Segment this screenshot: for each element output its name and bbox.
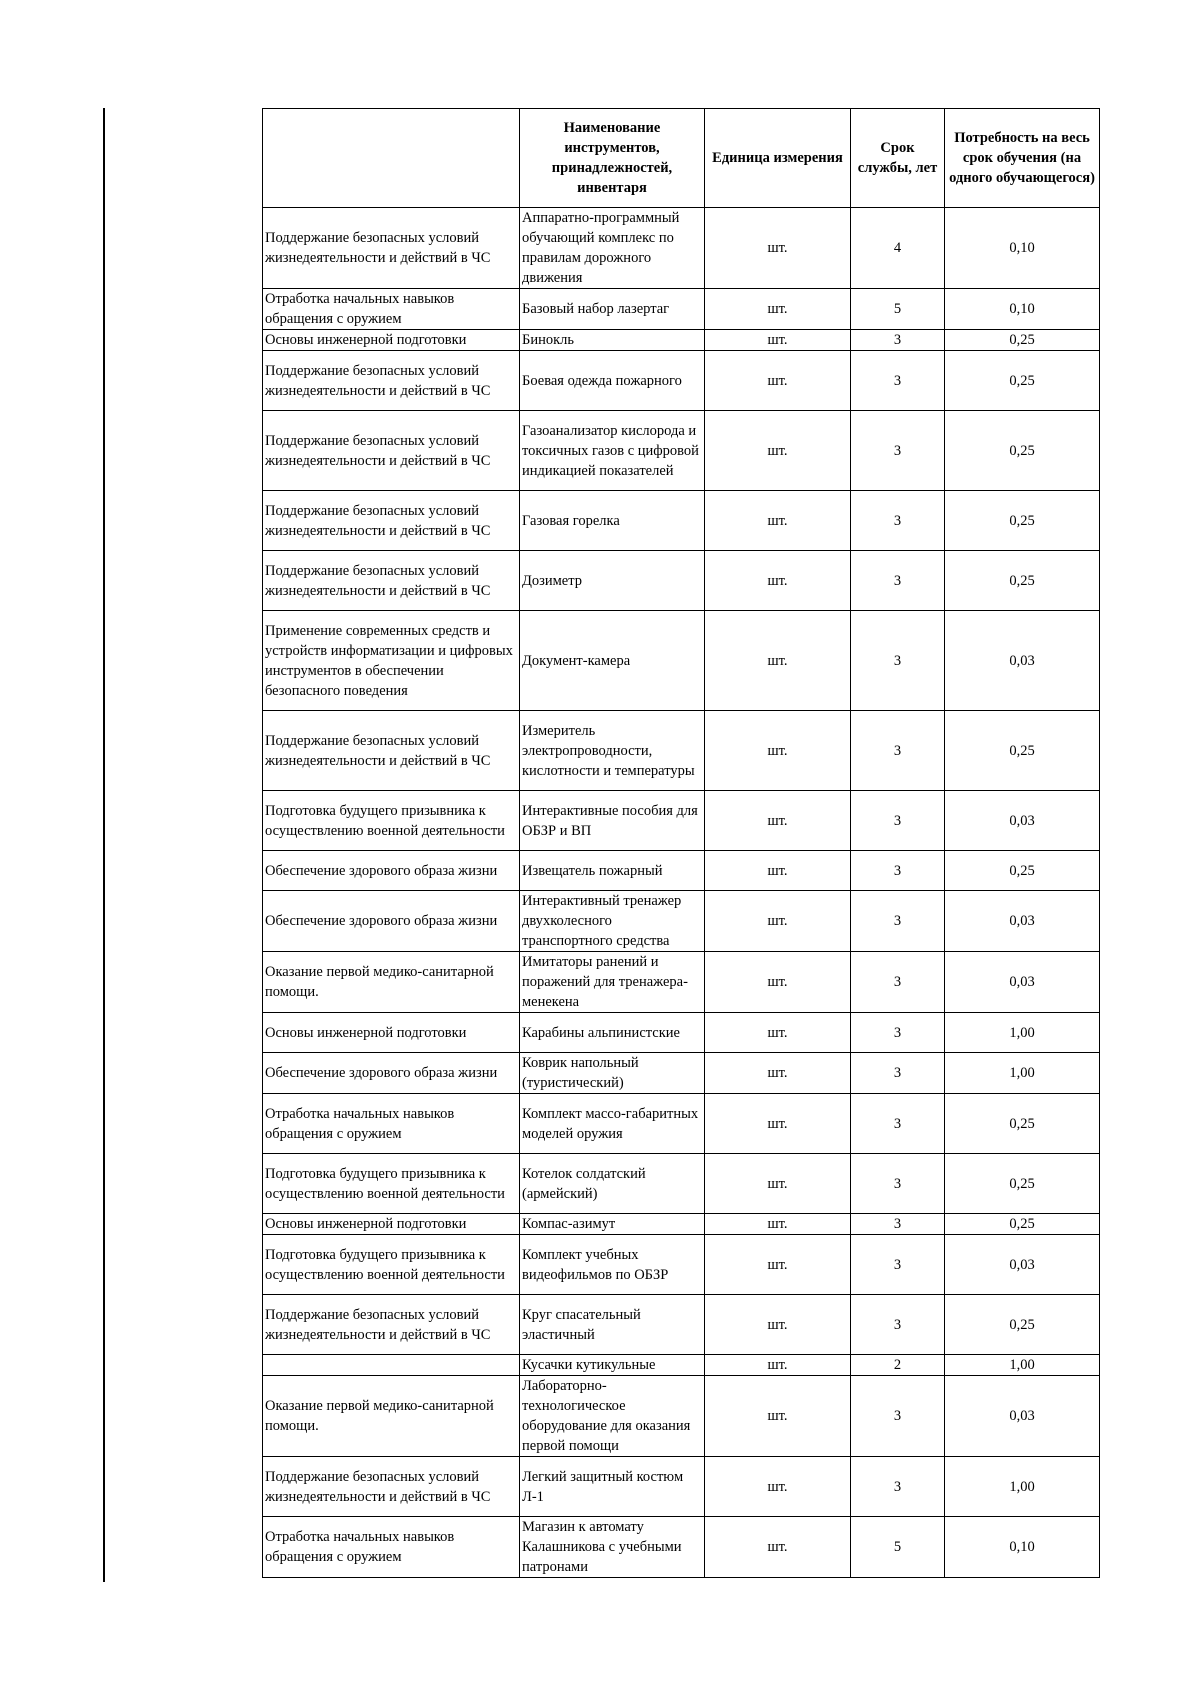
need-cell: 0,25: [945, 711, 1100, 791]
need-cell: 1,00: [945, 1355, 1100, 1376]
need-cell: 0,03: [945, 1235, 1100, 1295]
header-section: [263, 109, 520, 208]
unit-cell: шт.: [705, 330, 851, 351]
service-life-cell: 3: [851, 411, 945, 491]
service-life-cell: 3: [851, 851, 945, 891]
item-name-cell: Легкий защитный костюм Л-1: [520, 1457, 705, 1517]
table-row: [263, 1355, 1100, 1376]
section-cell: Обеспечение здорового образа жизни: [263, 1053, 520, 1094]
section-cell: Обеспечение здорового образа жизни: [263, 891, 520, 952]
item-name-cell: Извещатель пожарный: [520, 851, 705, 891]
service-life-cell: 3: [851, 891, 945, 952]
header-row: [263, 109, 1100, 208]
need-cell: 0,03: [945, 891, 1100, 952]
table-row: [263, 491, 1100, 551]
table-row: [263, 411, 1100, 491]
service-life-cell: 3: [851, 351, 945, 411]
table-row: [263, 351, 1100, 411]
section-cell: Применение современных средств и устройств информатизации и цифровых инструментов в обеспечении безопасного поведения: [263, 611, 520, 711]
unit-cell: шт.: [705, 711, 851, 791]
unit-cell: шт.: [705, 1235, 851, 1295]
service-life-cell: 3: [851, 952, 945, 1013]
item-name-cell: Боевая одежда пожарного: [520, 351, 705, 411]
section-cell: Поддержание безопасных условий жизнедеятельности и действий в ЧС: [263, 491, 520, 551]
unit-cell: шт.: [705, 289, 851, 330]
service-life-cell: 3: [851, 1053, 945, 1094]
unit-cell: шт.: [705, 1053, 851, 1094]
need-cell: 1,00: [945, 1013, 1100, 1053]
section-cell: Поддержание безопасных условий жизнедеятельности и действий в ЧС: [263, 711, 520, 791]
service-life-cell: 3: [851, 711, 945, 791]
unit-cell: шт.: [705, 952, 851, 1013]
item-name-cell: Имитаторы ранений и поражений для тренажера-менекена: [520, 952, 705, 1013]
unit-cell: шт.: [705, 1295, 851, 1355]
need-cell: 0,03: [945, 952, 1100, 1013]
section-cell: Отработка начальных навыков обращения с оружием: [263, 1517, 520, 1578]
need-cell: 0,03: [945, 1376, 1100, 1457]
unit-cell: шт.: [705, 208, 851, 289]
table-body: [263, 208, 1100, 1578]
unit-cell: шт.: [705, 351, 851, 411]
need-cell: 0,10: [945, 208, 1100, 289]
table-row: [263, 711, 1100, 791]
need-cell: 0,25: [945, 491, 1100, 551]
header-service-life: Срок службы, лет: [851, 109, 945, 208]
table-row: [263, 1235, 1100, 1295]
service-life-cell: 3: [851, 611, 945, 711]
item-name-cell: Газовая горелка: [520, 491, 705, 551]
item-name-cell: Коврик напольный (туристический): [520, 1053, 705, 1094]
unit-cell: шт.: [705, 1154, 851, 1214]
section-cell: Подготовка будущего призывника к осуществлению военной деятельности: [263, 1154, 520, 1214]
section-cell: Оказание первой медико-санитарной помощи.: [263, 952, 520, 1013]
unit-cell: шт.: [705, 851, 851, 891]
service-life-cell: 5: [851, 1517, 945, 1578]
section-cell: Поддержание безопасных условий жизнедеятельности и действий в ЧС: [263, 208, 520, 289]
header-need: Потребность на весь срок обучения (на одного обучающегося): [945, 109, 1100, 208]
table-row: [263, 208, 1100, 289]
item-name-cell: Интерактивные пособия для ОБЗР и ВП: [520, 791, 705, 851]
section-cell: Основы инженерной подготовки: [263, 1013, 520, 1053]
item-name-cell: Круг спасательный эластичный: [520, 1295, 705, 1355]
section-cell: Поддержание безопасных условий жизнедеятельности и действий в ЧС: [263, 1295, 520, 1355]
table-row: [263, 1154, 1100, 1214]
section-cell: Обеспечение здорового образа жизни: [263, 851, 520, 891]
need-cell: 0,25: [945, 351, 1100, 411]
item-name-cell: Бинокль: [520, 330, 705, 351]
section-cell: Поддержание безопасных условий жизнедеятельности и действий в ЧС: [263, 351, 520, 411]
item-name-cell: Магазин к автомату Калашникова с учебными патронами: [520, 1517, 705, 1578]
table-row: [263, 891, 1100, 952]
item-name-cell: Карабины альпинистские: [520, 1013, 705, 1053]
item-name-cell: Лабораторно-технологическое оборудование для оказания первой помощи: [520, 1376, 705, 1457]
item-name-cell: Компас-азимут: [520, 1214, 705, 1235]
item-name-cell: Комплект массо-габаритных моделей оружия: [520, 1094, 705, 1154]
item-name-cell: Кусачки кутикульные: [520, 1355, 705, 1376]
table-row: [263, 1295, 1100, 1355]
service-life-cell: 3: [851, 1094, 945, 1154]
table-row: [263, 1094, 1100, 1154]
service-life-cell: 3: [851, 491, 945, 551]
table-row: [263, 1517, 1100, 1578]
service-life-cell: 3: [851, 1235, 945, 1295]
service-life-cell: 3: [851, 330, 945, 351]
service-life-cell: 3: [851, 1457, 945, 1517]
table-row: [263, 330, 1100, 351]
unit-cell: шт.: [705, 1094, 851, 1154]
item-name-cell: Дозиметр: [520, 551, 705, 611]
service-life-cell: 3: [851, 791, 945, 851]
table-row: [263, 289, 1100, 330]
item-name-cell: Комплект учебных видеофильмов по ОБЗР: [520, 1235, 705, 1295]
table-row: [263, 1376, 1100, 1457]
item-name-cell: Аппаратно-программный обучающий комплекс по правилам дорожного движения: [520, 208, 705, 289]
unit-cell: шт.: [705, 491, 851, 551]
table-row: [263, 851, 1100, 891]
table-row: [263, 952, 1100, 1013]
need-cell: 0,25: [945, 851, 1100, 891]
service-life-cell: 2: [851, 1355, 945, 1376]
need-cell: 0,25: [945, 330, 1100, 351]
section-cell: [263, 1355, 520, 1376]
equipment-table: [262, 108, 1100, 1578]
service-life-cell: 3: [851, 1376, 945, 1457]
header-name: Наименование инструментов, принадлежностей, инвентаря: [520, 109, 705, 208]
item-name-cell: Базовый набор лазертаг: [520, 289, 705, 330]
need-cell: 0,25: [945, 1094, 1100, 1154]
section-cell: Поддержание безопасных условий жизнедеятельности и действий в ЧС: [263, 551, 520, 611]
table-row: [263, 1214, 1100, 1235]
service-life-cell: 3: [851, 551, 945, 611]
table-row: [263, 1053, 1100, 1094]
need-cell: 0,25: [945, 551, 1100, 611]
section-cell: Отработка начальных навыков обращения с оружием: [263, 1094, 520, 1154]
need-cell: 0,25: [945, 1295, 1100, 1355]
need-cell: 0,03: [945, 611, 1100, 711]
table-header: [263, 109, 1100, 208]
unit-cell: шт.: [705, 411, 851, 491]
item-name-cell: Измеритель электропроводности, кислотности и температуры: [520, 711, 705, 791]
header-unit: Единица измерения: [705, 109, 851, 208]
section-cell: Поддержание безопасных условий жизнедеятельности и действий в ЧС: [263, 1457, 520, 1517]
item-name-cell: Котелок солдатский (армейский): [520, 1154, 705, 1214]
unit-cell: шт.: [705, 611, 851, 711]
need-cell: 1,00: [945, 1053, 1100, 1094]
table-row: [263, 1457, 1100, 1517]
service-life-cell: 3: [851, 1154, 945, 1214]
service-life-cell: 3: [851, 1013, 945, 1053]
section-cell: Основы инженерной подготовки: [263, 330, 520, 351]
left-margin-line: [103, 108, 105, 1582]
need-cell: 0,25: [945, 1154, 1100, 1214]
service-life-cell: 3: [851, 1295, 945, 1355]
service-life-cell: 5: [851, 289, 945, 330]
table-row: [263, 551, 1100, 611]
unit-cell: шт.: [705, 1214, 851, 1235]
need-cell: 1,00: [945, 1457, 1100, 1517]
section-cell: Подготовка будущего призывника к осуществлению военной деятельности: [263, 1235, 520, 1295]
unit-cell: шт.: [705, 1457, 851, 1517]
section-cell: Основы инженерной подготовки: [263, 1214, 520, 1235]
table-row: [263, 611, 1100, 711]
item-name-cell: Интерактивный тренажер двухколесного транспортного средства: [520, 891, 705, 952]
table-row: [263, 1013, 1100, 1053]
need-cell: 0,25: [945, 411, 1100, 491]
unit-cell: шт.: [705, 1376, 851, 1457]
unit-cell: шт.: [705, 1355, 851, 1376]
unit-cell: шт.: [705, 1517, 851, 1578]
item-name-cell: Документ-камера: [520, 611, 705, 711]
need-cell: 0,10: [945, 1517, 1100, 1578]
unit-cell: шт.: [705, 551, 851, 611]
service-life-cell: 3: [851, 1214, 945, 1235]
service-life-cell: 4: [851, 208, 945, 289]
section-cell: Подготовка будущего призывника к осуществлению военной деятельности: [263, 791, 520, 851]
section-cell: Поддержание безопасных условий жизнедеятельности и действий в ЧС: [263, 411, 520, 491]
need-cell: 0,10: [945, 289, 1100, 330]
unit-cell: шт.: [705, 1013, 851, 1053]
unit-cell: шт.: [705, 891, 851, 952]
unit-cell: шт.: [705, 791, 851, 851]
section-cell: Оказание первой медико-санитарной помощи.: [263, 1376, 520, 1457]
item-name-cell: Газоанализатор кислорода и токсичных газов с цифровой индикацией показателей: [520, 411, 705, 491]
section-cell: Отработка начальных навыков обращения с оружием: [263, 289, 520, 330]
table-row: [263, 791, 1100, 851]
need-cell: 0,25: [945, 1214, 1100, 1235]
need-cell: 0,03: [945, 791, 1100, 851]
